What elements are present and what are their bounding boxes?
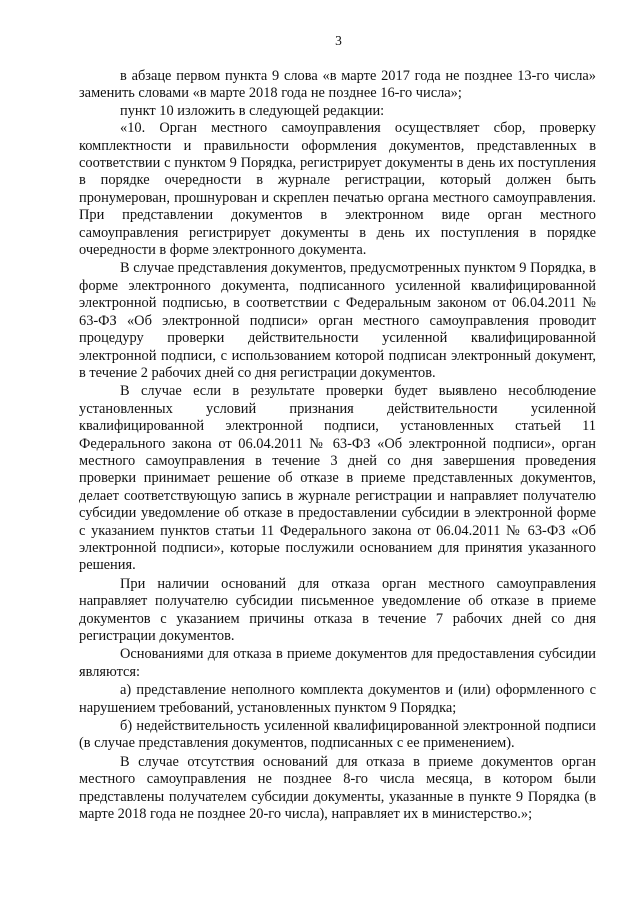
paragraph-item-10-text: «10. Орган местного самоуправления осуществляет сбор, проверку комплектности и правильности оформления документов, представленных в соответствии с пунктом 9 Порядка, регистрирует документы в день их поступления в порядке очередности в журнале регистрации, который должен быть пронумерован, прошнурован и скреплен печатью органа местного самоуправления. При представлении документов в электронном виде орган местного самоуправления регистрирует документы в день их поступления в порядке очередности в форме электронного документа. [79,120,596,259]
page-number: 3 [335,33,342,48]
paragraph-signature-violation: В случае если в результате проверки будет выявлено несоблюдение установленных условий признания действительности усиленной квалифицированной электронной подписи, установленных статьей 11 Федерального закона от 06.04.2011 № 63-ФЗ «Об электронной подписи», орган местного самоуправления в течение 3 дней со дня завершения проведения проверки принимает решение об отказе в приеме представленных документов, делает соответствующую запись в журнале регистрации и направляет получателю субсидии уведомление об отказе в предоставлении субсидии в электронной форме с указанием пунктов статьи 11 Федерального закона от 06.04.2011 № 63-ФЗ «Об электронной подписи», которые послужили основанием для принятия указанного решения. [79,383,596,574]
paragraph-ground-b: б) недействительность усиленной квалифицированной электронной подписи (в случае представления документов, подписанных с ее применением). [79,718,596,752]
paragraph-refusal-grounds: Основаниями для отказа в приеме документов для предоставления субсидии являются: [79,646,596,680]
paragraph-no-grounds: В случае отсутствия оснований для отказа в приеме документов орган местного самоуправления не позднее 8-го числа месяца, в котором были представлены получателем субсидии документы, указанные в пункте 9 Порядка (в марте 2018 года не позднее 20-го числа), направляет их в министерство.»; [79,753,596,823]
paragraph-electronic-signature-check: В случае представления документов, предусмотренных пунктом 9 Порядка, в форме электронного документа, подписанного усиленной квалифицированной электронной подписью, в соответствии с Федеральным законом от 06.04.2011 № 63-ФЗ «Об электронной подписи» орган местного самоуправления проводит процедуру проверки действительности усиленной квалифицированной электронной подписи, с использованием которой подписан электронный документ, в течение 2 рабочих дней со дня регистрации документов. [79,260,596,381]
paragraph-ground-a: а) представление неполного комплекта документов и (или) оформленного с нарушением требований, установленных пунктом 9 Порядка; [79,682,596,716]
paragraph-amend-item-9: в абзаце первом пункта 9 слова «в марте 2017 года не позднее 13-го числа» заменить словами «в марте 2018 года не позднее 16-го числа»; [79,68,596,102]
paragraph-refusal-notice: При наличии оснований для отказа орган местного самоуправления направляет получателю субсидии письменное уведомление об отказе в приеме документов с указанием причины отказа в течение 7 рабочих дней со дня регистрации документов. [79,575,596,644]
paragraph-item-10-intro: пункт 10 изложить в следующей редакции: [120,102,385,119]
